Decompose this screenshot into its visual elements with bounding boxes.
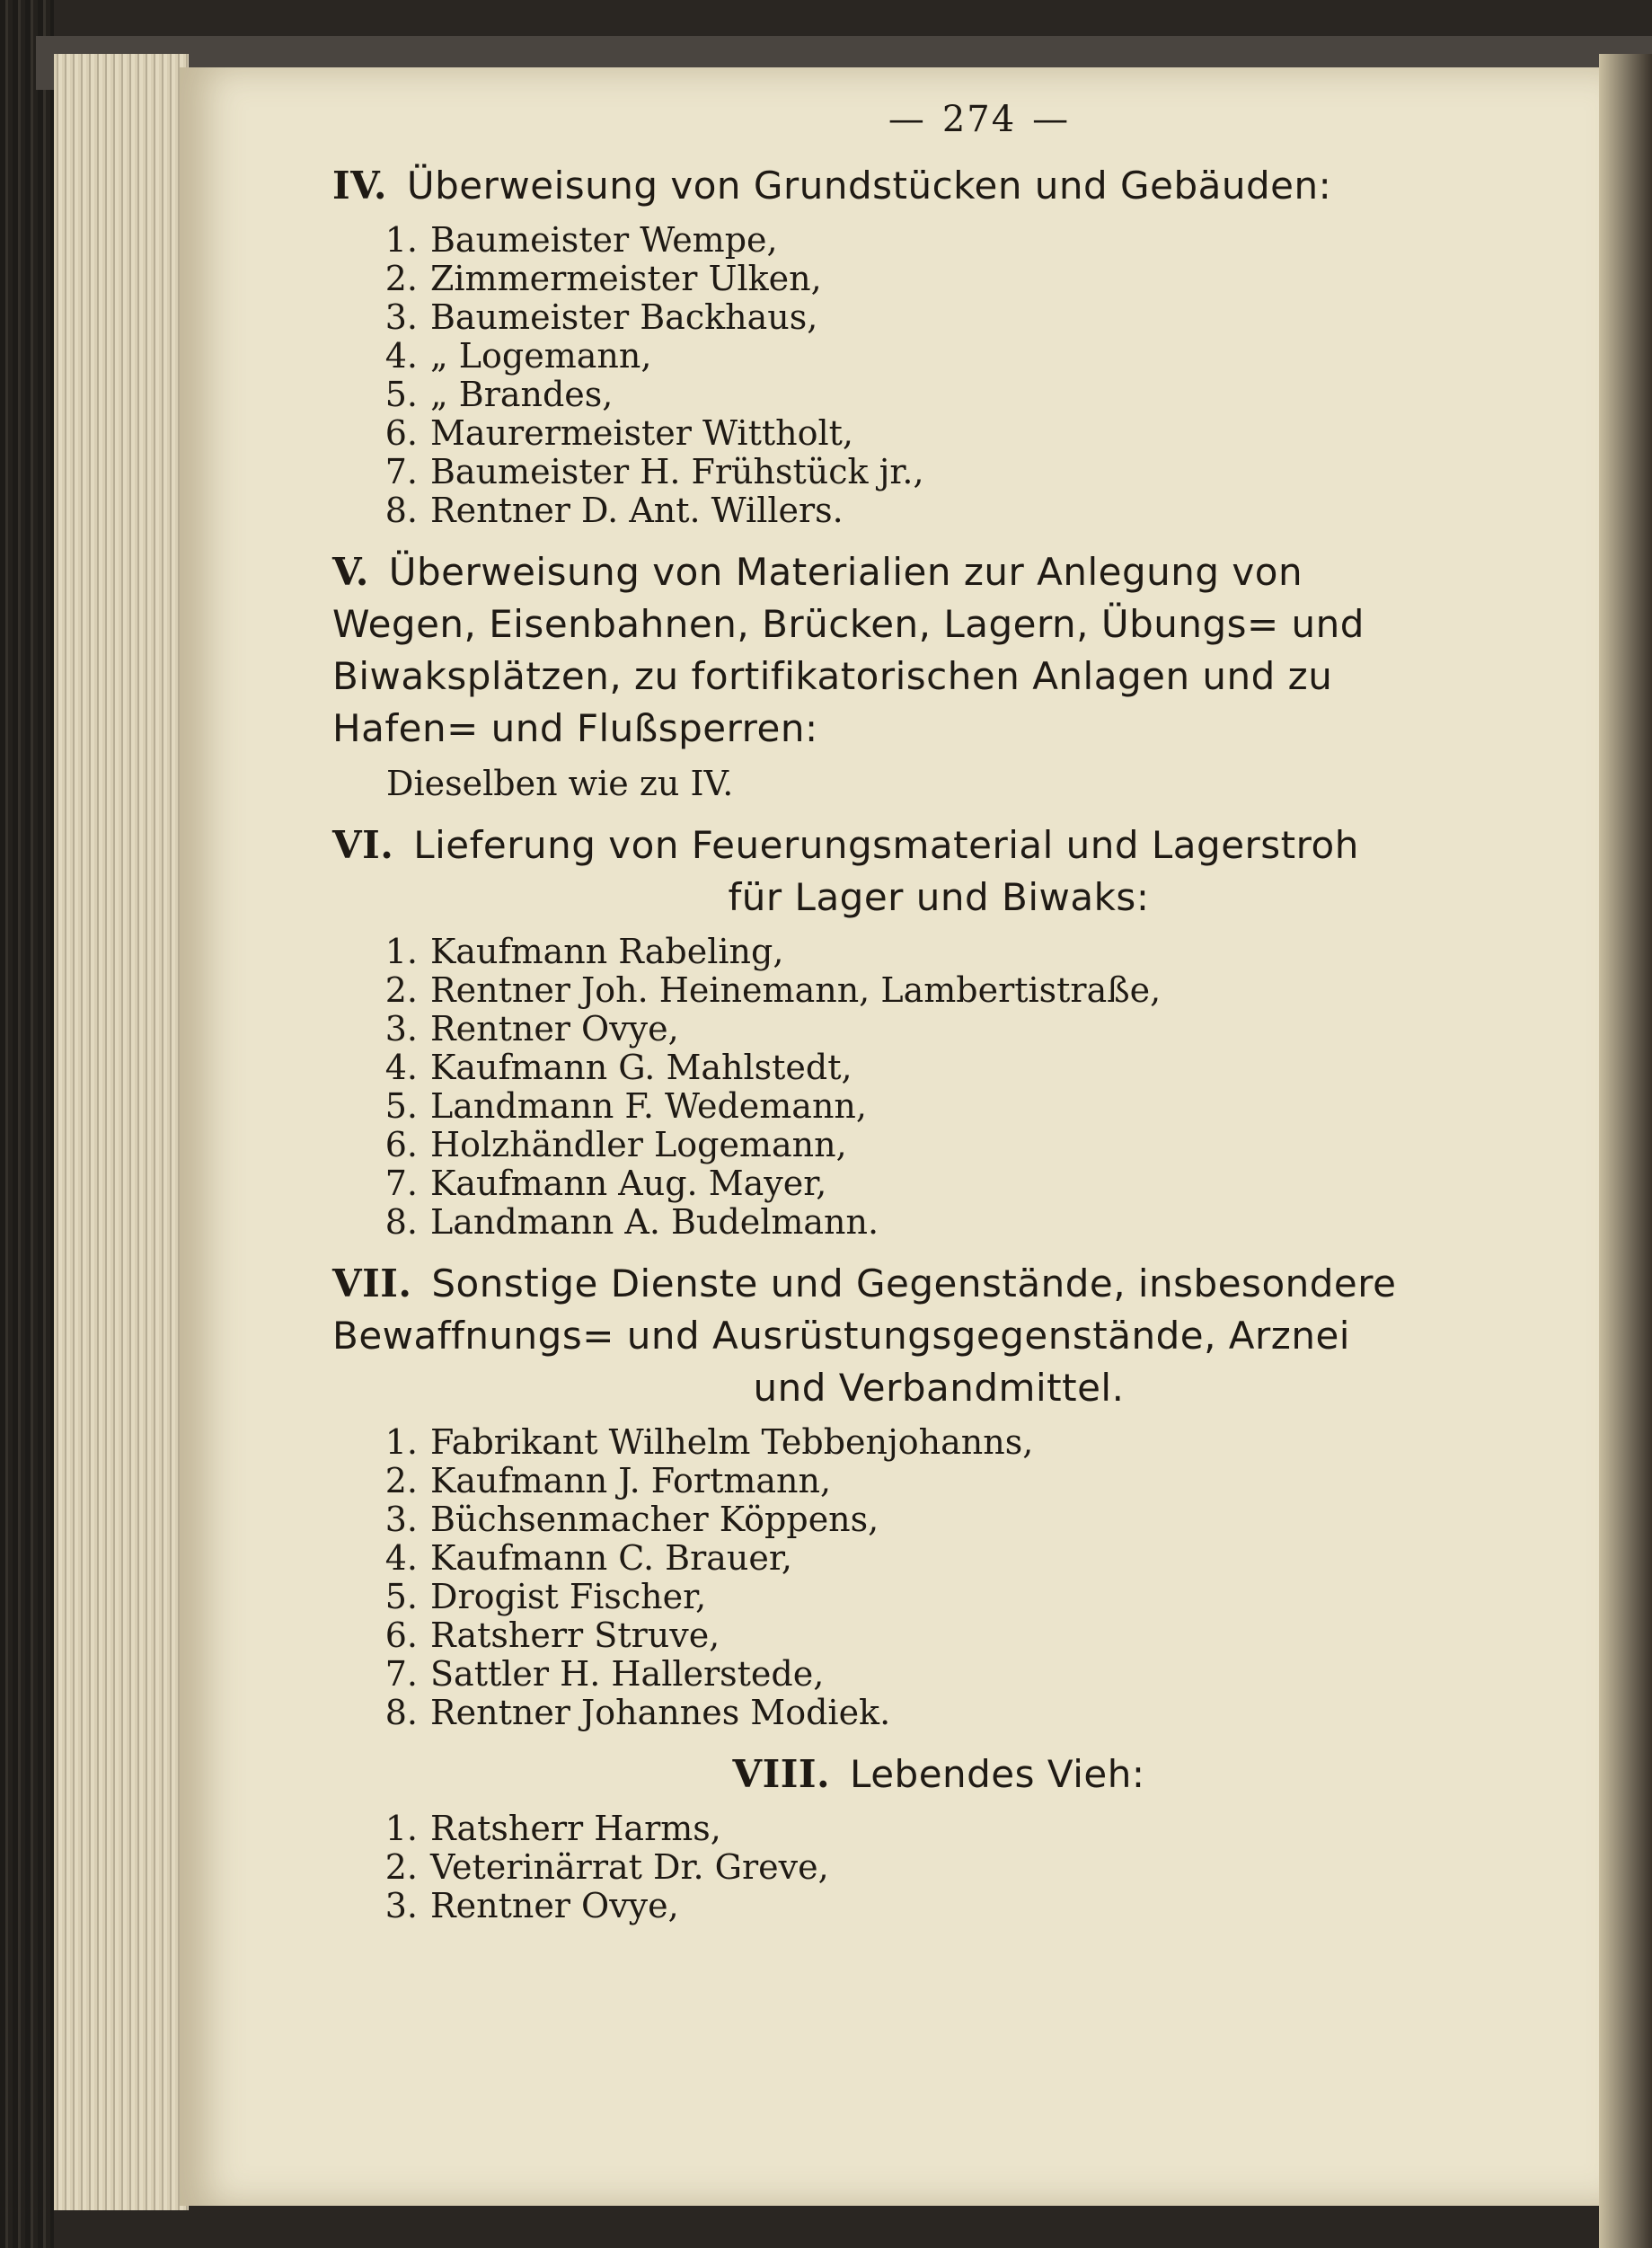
item-text: Kaufmann Rabeling, (430, 932, 784, 971)
facing-page-edge (1599, 54, 1652, 2248)
item-text: Rentner Johannes Modiek. (430, 1693, 891, 1732)
page-number: — 274 — (888, 99, 1071, 140)
item-text: Rentner Ovye, (430, 1009, 679, 1049)
item-number: 5. (384, 1577, 418, 1616)
list-item (368, 971, 1545, 1010)
item-number: 5. (384, 375, 418, 414)
list-item (368, 491, 1545, 530)
item-text: Kaufmann G. Mahlstedt, (430, 1048, 853, 1087)
list-item (368, 933, 1545, 971)
list-item (368, 1500, 1545, 1539)
item-number: 1. (384, 1809, 418, 1848)
item-number: 8. (384, 1202, 418, 1242)
list-item (368, 1087, 1545, 1126)
item-number: 2. (384, 1461, 418, 1500)
list-item (368, 1578, 1545, 1616)
list-item (368, 1203, 1545, 1242)
list-item (368, 376, 1545, 414)
item-number: 3. (384, 1009, 418, 1049)
list-item (368, 1539, 1545, 1578)
item-number: 6. (384, 413, 418, 453)
section-title-line: und Verbandmittel. (753, 1366, 1125, 1410)
section-title-line: Bewaffnungs= und Ausrüstungsgegenstände, Arznei (332, 1314, 1350, 1358)
item-text: Kaufmann C. Brauer, (430, 1538, 792, 1578)
page-stack-edges (54, 54, 189, 2210)
page-content (332, 99, 1545, 1925)
list-item (368, 1462, 1545, 1500)
list-item (368, 260, 1545, 298)
list-item (368, 1423, 1545, 1462)
item-text: Drogist Fischer, (430, 1577, 707, 1616)
item-text: „ Logemann, (430, 336, 652, 376)
section-numeral: VIII. (732, 1752, 831, 1796)
item-number: 2. (384, 1847, 418, 1887)
section-heading-iv (332, 160, 1545, 212)
section-numeral: IV. (332, 164, 388, 208)
list-item (368, 1810, 1545, 1848)
item-number: 3. (384, 1500, 418, 1539)
page-number-value: 274 (941, 99, 1017, 140)
section-numeral: VI. (332, 823, 394, 867)
item-number: 1. (384, 932, 418, 971)
item-number: 2. (384, 970, 418, 1010)
item-text: Holzhändler Logemann, (430, 1125, 847, 1164)
item-number: 5. (384, 1086, 418, 1126)
item-text: Baumeister Backhaus, (430, 297, 818, 337)
list-item (368, 453, 1545, 491)
section-title-line: Überweisung von Materialien zur Anlegung von (388, 550, 1303, 594)
section-heading-v (332, 546, 1545, 755)
item-text: Fabrikant Wilhelm Tebbenjohanns, (430, 1422, 1034, 1462)
book-binding (0, 0, 54, 2248)
section-numeral: VII. (332, 1261, 412, 1305)
item-text: Zimmermeister Ulken, (430, 259, 822, 298)
list-item (368, 1010, 1545, 1049)
item-number: 4. (384, 1538, 418, 1578)
list-item (368, 1049, 1545, 1087)
item-number: 8. (384, 1693, 418, 1732)
item-number: 4. (384, 1048, 418, 1087)
item-text: Baumeister H. Frühstück jr., (430, 452, 924, 491)
section-vi-list (332, 933, 1545, 1242)
item-text: Veterinärrat Dr. Greve, (430, 1847, 829, 1887)
item-number: 7. (384, 1654, 418, 1694)
section-title-line: Lieferung von Feuerungsmaterial und Lagerstroh (413, 823, 1359, 867)
item-text: Kaufmann J. Fortmann, (430, 1461, 832, 1500)
section-heading-vii (332, 1258, 1545, 1414)
item-text: Landmann F. Wedemann, (430, 1086, 867, 1126)
list-item (368, 414, 1545, 453)
item-text: Kaufmann Aug. Mayer, (430, 1164, 827, 1203)
section-title-line: für Lager und Biwaks: (728, 875, 1150, 919)
section-heading-vi (332, 819, 1545, 924)
section-title-line: Biwaksplätzen, zu fortifikatorischen Anlagen und zu (332, 654, 1333, 698)
item-number: 3. (384, 1886, 418, 1925)
list-item (368, 1616, 1545, 1655)
section-vii-list (332, 1423, 1545, 1732)
item-text: Ratsherr Harms, (430, 1809, 721, 1848)
section-iv-list (332, 221, 1545, 530)
item-text: Landmann A. Budelmann. (430, 1202, 879, 1242)
section-title-line: Sonstige Dienste und Gegenstände, insbesondere (431, 1261, 1397, 1305)
list-item (368, 1164, 1545, 1203)
item-text: Sattler H. Hallerstede, (430, 1654, 825, 1694)
item-number: 1. (384, 1422, 418, 1462)
item-text: Rentner D. Ant. Willers. (430, 491, 844, 530)
item-text: Rentner Ovye, (430, 1886, 679, 1925)
list-item (368, 337, 1545, 376)
section-numeral: V. (332, 550, 369, 594)
item-text: Maurermeister Wittholt, (430, 413, 853, 453)
item-number: 8. (384, 491, 418, 530)
item-number: 6. (384, 1125, 418, 1164)
item-text: „ Brandes, (430, 375, 614, 414)
item-number: 4. (384, 336, 418, 376)
item-number: 2. (384, 259, 418, 298)
item-number: 7. (384, 452, 418, 491)
section-viii-list (332, 1810, 1545, 1925)
list-item (368, 1848, 1545, 1887)
item-text: Ratsherr Struve, (430, 1615, 720, 1655)
list-item (368, 1126, 1545, 1164)
item-text: Rentner Joh. Heinemann, Lambertistraße, (430, 970, 1162, 1010)
item-text: Baumeister Wempe, (430, 220, 778, 260)
list-item (368, 221, 1545, 260)
section-title: Überweisung von Grundstücken und Gebäuden: (406, 164, 1332, 208)
section-title-line: Hafen= und Flußsperren: (332, 706, 818, 750)
item-number: 3. (384, 297, 418, 337)
section-title-line: Wegen, Eisenbahnen, Brücken, Lagern, Übungs= und (332, 602, 1365, 646)
list-item (368, 1655, 1545, 1694)
section-title: Lebendes Vieh: (850, 1752, 1145, 1796)
section-v-note: Dieselben wie zu IV. (386, 764, 734, 803)
list-item (368, 1694, 1545, 1732)
item-number: 7. (384, 1164, 418, 1203)
item-number: 6. (384, 1615, 418, 1655)
section-heading-viii (332, 1748, 1545, 1801)
list-item (368, 1887, 1545, 1925)
item-text: Büchsenmacher Köppens, (430, 1500, 879, 1539)
list-item (368, 298, 1545, 337)
item-number: 1. (384, 220, 418, 260)
